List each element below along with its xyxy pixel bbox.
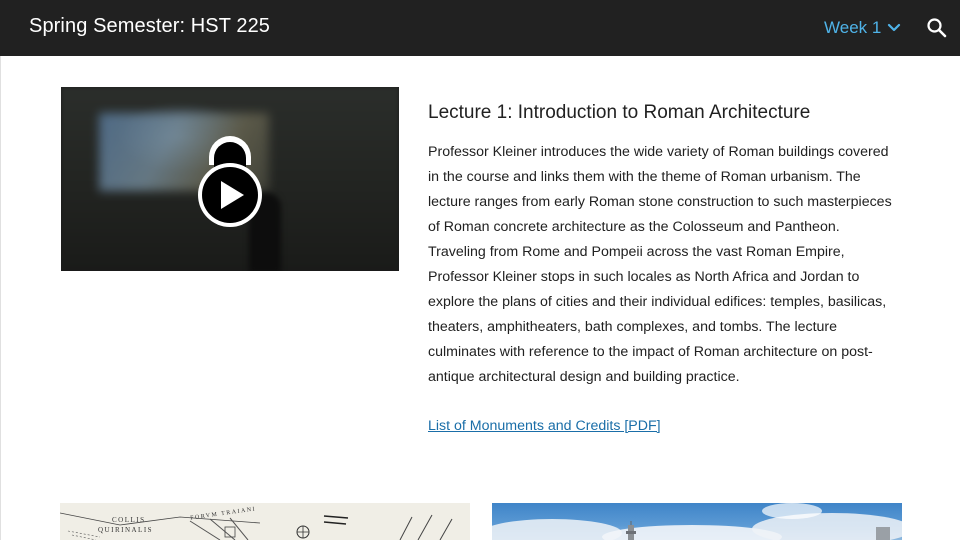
search-button[interactable] xyxy=(925,16,949,40)
lecture-title: Lecture 1: Introduction to Roman Architecture xyxy=(428,102,811,123)
locked-play-button[interactable] xyxy=(198,131,262,229)
lock-icon xyxy=(209,136,251,167)
play-icon xyxy=(198,163,262,227)
monuments-credits-pdf-link[interactable]: List of Monuments and Credits [PDF] xyxy=(428,418,661,434)
lecture-description: Professor Kleiner introduces the wide variety of Roman buildings covered in the course and links them with the theme of Roman urbanism. The lecture ranges from early Roman stone construction to such masterpieces of Roman concrete architecture as the Colosseum and Pantheon. Traveling from Rome and Pompeii across the vast Roman Empire, Professor Kleiner stops in such locales as North Africa and Jordan to explore the plans of cities and their individual edifices: temples, basilicas, theaters, amphitheaters, bath complexes, and tombs. The lecture culminates with reference to the impact of Roman architecture on post-antique architectural design and building practice. xyxy=(428,144,892,385)
video-player[interactable] xyxy=(61,87,399,271)
top-bar xyxy=(0,0,960,56)
map-thumbnail[interactable] xyxy=(60,503,470,540)
map-label-forum: FORVM TRAIANI xyxy=(189,506,257,522)
map-label-quirinalis: QUIRINALIS xyxy=(98,526,154,534)
week-dropdown[interactable] xyxy=(824,16,901,40)
map-label-collis: COLLIS xyxy=(112,516,146,524)
photo-thumbnail[interactable] xyxy=(492,503,902,540)
chevron-down-icon xyxy=(887,23,901,33)
search-icon xyxy=(925,27,949,44)
week-dropdown-label: Week 1 xyxy=(824,18,882,37)
site-title[interactable]: Spring Semester: HST 225 xyxy=(29,15,271,37)
